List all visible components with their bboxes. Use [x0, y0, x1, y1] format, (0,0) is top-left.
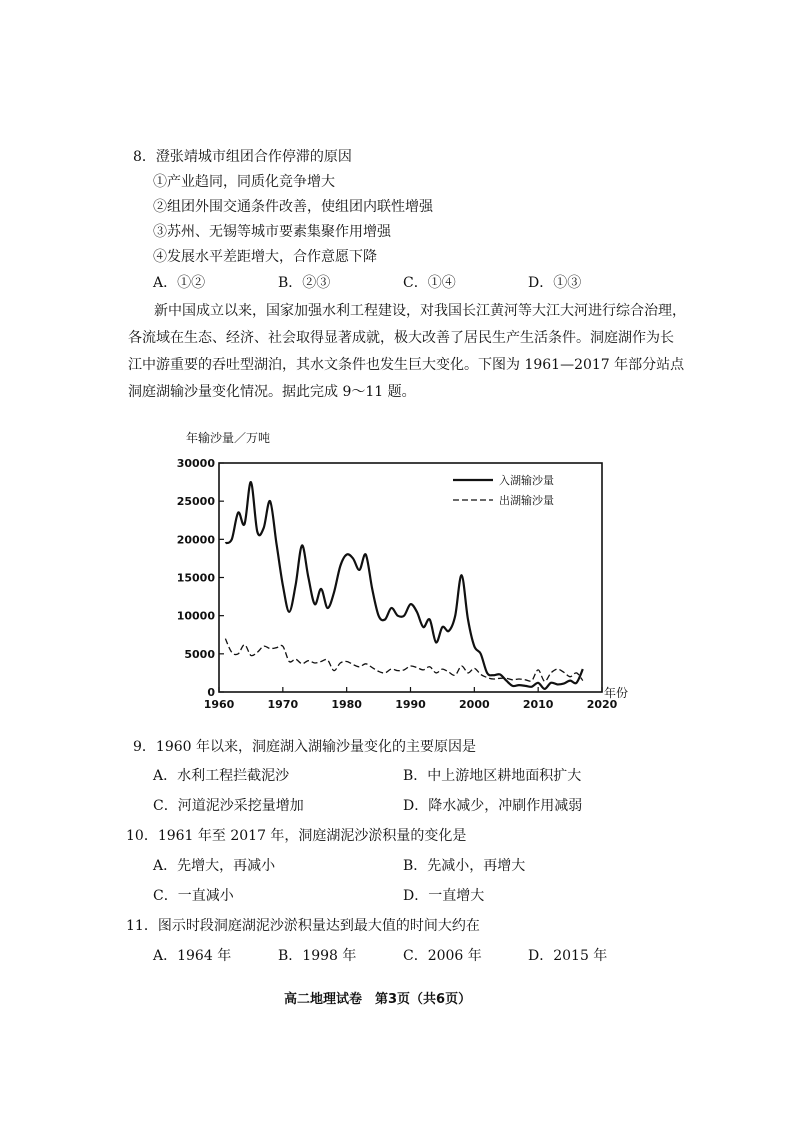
y-tick-label: 15000 — [176, 571, 215, 585]
x-tick-label: 1990 — [395, 698, 426, 711]
page-footer: 高二地理试卷 第3页（共6页） — [284, 992, 472, 1007]
q9-option-c: C．河道泥沙采挖量增加 — [153, 798, 304, 814]
y-tick-label: 10000 — [176, 609, 215, 623]
passage-line: 洞庭湖输沙量变化情况。据此完成 9～11 题。 — [128, 384, 416, 400]
y-tick-label: 20000 — [176, 533, 215, 547]
q9-option-d: D．降水减少，冲刷作用减弱 — [403, 798, 583, 814]
passage — [128, 298, 688, 406]
q11-option-b: B．1998 年 — [278, 948, 357, 964]
q10-option-d: D．一直增大 — [403, 888, 485, 904]
passage-line: 各流域在生态、经济、社会取得显著成就，极大改善了居民生产生活条件。洞庭湖作为长 — [128, 330, 674, 346]
q8-option-c: C．①④ — [403, 275, 456, 291]
x-tick-label: 2020 — [586, 698, 618, 711]
x-tick-label: 1960 — [203, 698, 235, 711]
q8-option-d: D．①③ — [528, 275, 582, 291]
x-axis-label: 年份 — [604, 686, 629, 700]
y-tick-label: 25000 — [176, 495, 215, 509]
x-tick-label: 1980 — [331, 698, 362, 711]
q8-item-3: ③苏州、无锡等城市要素集聚作用增强 — [153, 224, 391, 240]
series-line-outflow — [225, 639, 582, 682]
q8-stem: 8．澄张靖城市组团合作停滞的原因 — [133, 149, 352, 165]
y-tick-label: 5000 — [184, 647, 215, 661]
q8-item-4: ④发展水平差距增大，合作意愿下降 — [153, 249, 377, 265]
passage-line: 新中国成立以来，国家加强水利工程建设，对我国长江黄河等大江大河进行综合治理， — [154, 303, 686, 319]
y-tick-label: 0 — [207, 686, 215, 699]
q9-option-b: B．中上游地区耕地面积扩大 — [403, 768, 582, 784]
q10-option-b: B．先减小，再增大 — [403, 858, 526, 874]
series-line-inflow — [225, 482, 582, 689]
q11-option-d: D．2015 年 — [528, 948, 608, 964]
x-tick-label: 2010 — [522, 698, 554, 711]
q9-option-a: A．水利工程拦截泥沙 — [153, 768, 290, 784]
q10-stem: 10．1961 年至 2017 年，洞庭湖泥沙淤积量的变化是 — [126, 828, 467, 844]
y-tick-label: 30000 — [176, 457, 215, 470]
x-tick-label: 2000 — [459, 698, 490, 711]
x-tick-label: 1970 — [267, 698, 299, 711]
y-axis-label: 年输沙量／万吨 — [186, 431, 271, 445]
q8-option-b: B．②③ — [278, 275, 331, 291]
q9-stem: 9．1960 年以来，洞庭湖入湖输沙量变化的主要原因是 — [133, 739, 476, 755]
sediment-line-chart — [176, 425, 629, 715]
q11-stem: 11．图示时段洞庭湖泥沙淤积量达到最大值的时间大约在 — [126, 918, 480, 934]
q8-item-1: ①产业趋同，同质化竞争增大 — [153, 174, 335, 190]
legend-label: 出湖输沙量 — [499, 494, 554, 507]
passage-line: 江中游重要的吞吐型湖泊，其水文条件也发生巨大变化。下图为 1961—2017 年部分站点 — [128, 357, 685, 373]
q11-option-c: C．2006 年 — [403, 948, 482, 964]
q10-option-c: C．一直减小 — [153, 888, 234, 904]
q8-option-a: A．①② — [153, 275, 206, 291]
legend-label: 入湖输沙量 — [499, 474, 554, 487]
q10-option-a: A．先增大，再减小 — [153, 858, 276, 874]
q8-item-2: ②组团外围交通条件改善，使组团内联性增强 — [153, 199, 433, 215]
q11-option-a: A．1964 年 — [153, 948, 232, 964]
